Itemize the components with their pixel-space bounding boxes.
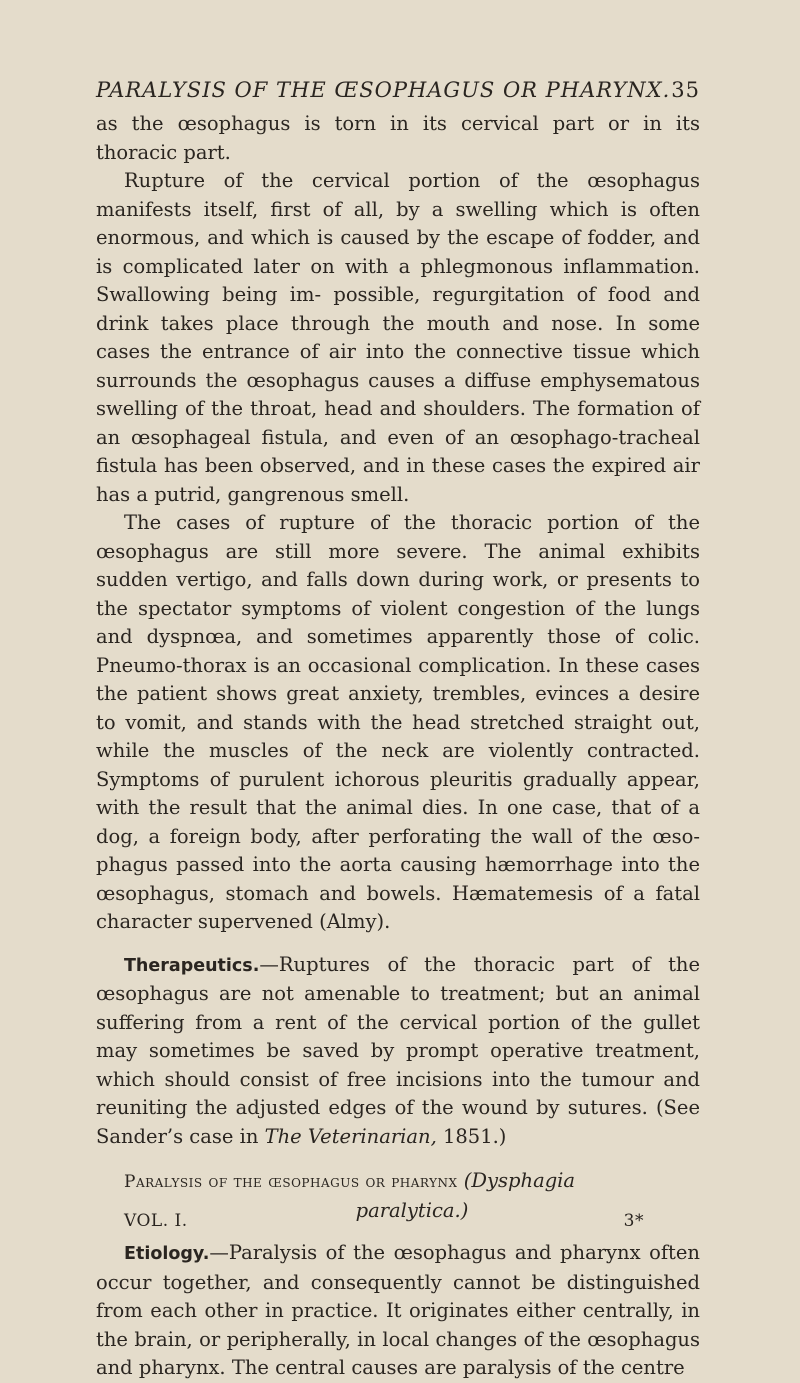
signature-mark: 3*: [623, 1211, 644, 1231]
paragraph-thoracic-rupture: The cases of rupture of the thoracic portion of the œsophagus are still more severe. The animal exhibits sudden vertigo, and falls down during work, or presents to the spectator symptoms of violent congestion of the lungs and dyspnœa, and sometimes apparently those of colic. Pneumo-thorax is an occasional complication. In these cases the patient shows great anxiety, trembles, evinces a desire to vomit, and stands with the head stretched straight out, while the muscles of the neck are violently contracted. Symptoms of purulent ichorous pleuritis gradually appear, with the result that the animal dies. In one case, that of a dog, a foreign body, after perforating the wall of the œso- phagus passed into the aorta causing hæmorrhage into the œsophagus, stomach and bowels. Hæmatemesis of a fatal character supervened (Almy).: [96, 511, 700, 933]
therapeutics-heading: Therapeutics.: [124, 955, 260, 976]
section-title-latin-a: (Dysphagia: [463, 1169, 576, 1192]
volume-label: VOL. I.: [124, 1211, 188, 1231]
etiology-heading: Etiology.: [124, 1244, 210, 1264]
therapeutics-text: —Ruptures of the thoracic part of the œsophagus are not amenable to treatment; but an animal suffering from a rent of the cervical portion of the gullet may sometimes be saved by prompt operative treatment, which should consist of free incisions into the tumour and reuniting the adjusted edges of the wound by sutures. (See Sander’s case in: [96, 952, 700, 1148]
body-text: [96, 110, 700, 1383]
section-title-main: Paralysis of the œsophagus or pharynx: [124, 1172, 458, 1192]
journal-title: The Veterinarian,: [264, 1124, 437, 1148]
etiology-text: —Paralysis of the œsophagus and pharynx often occur together, and consequently cannot be distinguished from each other in practice. It originates either centrally, in the brain, or peripherally, in local changes of the œsophagus and pharynx. The central causes are paralysis of the centre: [96, 1241, 700, 1379]
page-footer: [124, 1211, 644, 1231]
paragraph-etiology: [96, 1239, 700, 1383]
section-title-latin-b: paralytica.): [355, 1198, 469, 1222]
paragraph-continuation: as the œsophagus is torn in its cervical part or in its thoracic part.: [96, 112, 700, 164]
page-number: 35: [671, 78, 700, 102]
therapeutics-end: 1851.): [436, 1124, 507, 1148]
paragraph-cervical-rupture: Rupture of the cervical portion of the œsophagus manifests itself, first of all, by a swelling which is often enormous, and which is caused by the escape of fodder, and is complicated later on with a phlegmonous inflammation. Swallowing being im- possible, regurgitation of food and drink takes place through the mouth and nose. In some cases the entrance of air into the connective tissue which surrounds the œsophagus causes a diffuse emphysematous swelling of the throat, head and shoulders. The formation of an œsophageal fistula, and even of an œsophago-tracheal fistula has been observed, and in these cases the expired air has a putrid, gangrenous smell.: [96, 169, 700, 506]
running-title: PARALYSIS OF THE ŒSOPHAGUS OR PHARYNX.: [96, 78, 671, 102]
paragraph-therapeutics: [96, 951, 700, 1152]
running-head: [96, 78, 700, 102]
